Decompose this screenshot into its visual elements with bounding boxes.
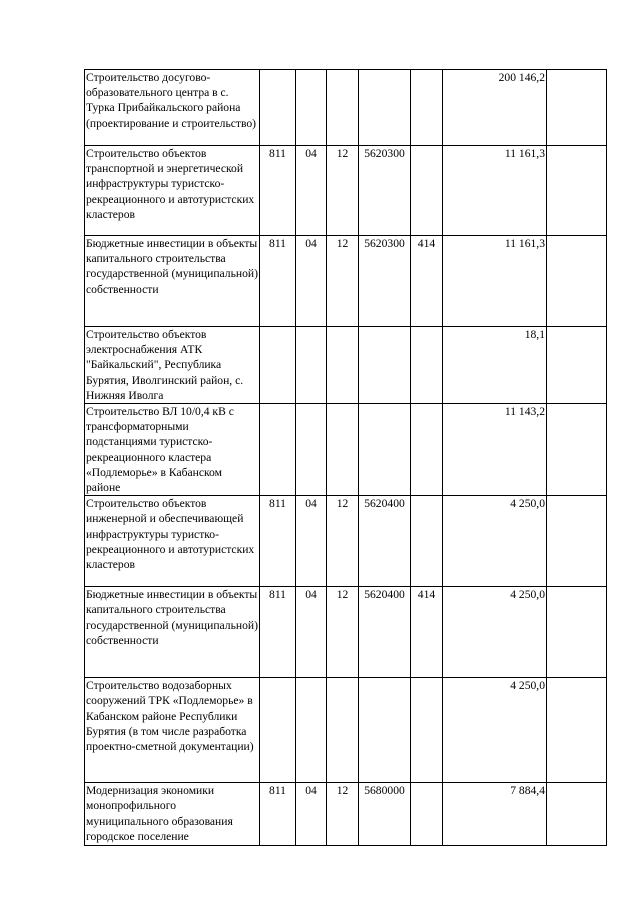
expense-type-cell [411,146,443,236]
admin-code-cell: 811 [260,587,296,678]
expense-type-cell: 414 [411,587,443,678]
section-code-cell [296,678,327,783]
table-row [85,587,607,678]
admin-code-cell [260,327,296,404]
section-code-cell: 04 [296,496,327,587]
table-row [85,404,607,496]
extra-cell [547,146,607,236]
table-row [85,783,607,846]
target-article-cell: 5620400 [359,587,411,678]
extra-cell [547,587,607,678]
target-article-cell: 5620300 [359,236,411,327]
subsection-code-cell [327,70,359,146]
item-name-cell: Бюджетные инвестиции в объекты капитального строительства государственной (муниципальной) собственности [85,587,260,678]
amount-cell: 18,1 [443,327,547,404]
section-code-cell [296,70,327,146]
item-name-cell: Бюджетные инвестиции в объекты капитального строительства государственной (муниципальной) собственности [85,236,260,327]
extra-cell [547,236,607,327]
section-code-cell: 04 [296,783,327,846]
expense-type-cell [411,70,443,146]
section-code-cell [296,404,327,496]
expense-type-cell [411,678,443,783]
target-article-cell [359,404,411,496]
table-row [85,146,607,236]
target-article-cell: 5620300 [359,146,411,236]
amount-cell: 7 884,4 [443,783,547,846]
subsection-code-cell: 12 [327,587,359,678]
target-article-cell [359,327,411,404]
extra-cell [547,404,607,496]
budget-table-body [85,70,607,846]
amount-cell: 11 161,3 [443,146,547,236]
expense-type-cell: 414 [411,236,443,327]
amount-cell: 4 250,0 [443,496,547,587]
subsection-code-cell [327,327,359,404]
item-name-cell: Строительство водозаборных сооружений ТРК «Подлеморье» в Кабанском районе Республики Бурятия (в том числе разработка проектно-сметной документации) [85,678,260,783]
section-code-cell [296,327,327,404]
subsection-code-cell: 12 [327,236,359,327]
extra-cell [547,496,607,587]
expense-type-cell [411,496,443,587]
table-row [85,496,607,587]
amount-cell: 11 161,3 [443,236,547,327]
target-article-cell [359,70,411,146]
section-code-cell: 04 [296,146,327,236]
table-row [85,70,607,146]
admin-code-cell [260,404,296,496]
amount-cell: 11 143,2 [443,404,547,496]
subsection-code-cell: 12 [327,783,359,846]
subsection-code-cell [327,678,359,783]
item-name-cell: Строительство объектов электроснабжения АТК "Байкальский", Республика Бурятия, Иволгинский район, с. Нижняя Иволга [85,327,260,404]
admin-code-cell: 811 [260,783,296,846]
table-row [85,236,607,327]
admin-code-cell: 811 [260,496,296,587]
extra-cell [547,70,607,146]
target-article-cell: 5620400 [359,496,411,587]
extra-cell [547,783,607,846]
item-name-cell: Строительство объектов инженерной и обеспечивающей инфраструктуры туристко-рекреационного и автотуристских кластеров [85,496,260,587]
subsection-code-cell: 12 [327,146,359,236]
item-name-cell: Строительство объектов транспортной и энергетической инфраструктуры туристско-рекреационного и автотуристских кластеров [85,146,260,236]
subsection-code-cell [327,404,359,496]
target-article-cell [359,678,411,783]
expense-type-cell [411,783,443,846]
budget-table [84,69,607,846]
section-code-cell: 04 [296,587,327,678]
admin-code-cell: 811 [260,236,296,327]
subsection-code-cell: 12 [327,496,359,587]
section-code-cell: 04 [296,236,327,327]
extra-cell [547,327,607,404]
table-row [85,327,607,404]
item-name-cell: Строительство досугово-образовательного центра в с. Турка Прибайкальского района (проектирование и строительство) [85,70,260,146]
expense-type-cell [411,404,443,496]
item-name-cell: Строительство ВЛ 10/0,4 кВ с трансформаторными подстанциями туристско-рекреационного кластера «Подлеморье» в Кабанском районе [85,404,260,496]
expense-type-cell [411,327,443,404]
amount-cell: 4 250,0 [443,678,547,783]
target-article-cell: 5680000 [359,783,411,846]
table-row [85,678,607,783]
admin-code-cell [260,678,296,783]
amount-cell: 200 146,2 [443,70,547,146]
extra-cell [547,678,607,783]
admin-code-cell [260,70,296,146]
item-name-cell: Модернизация экономики монопрофильного муниципального образования городское поселение [85,783,260,846]
admin-code-cell: 811 [260,146,296,236]
amount-cell: 4 250,0 [443,587,547,678]
